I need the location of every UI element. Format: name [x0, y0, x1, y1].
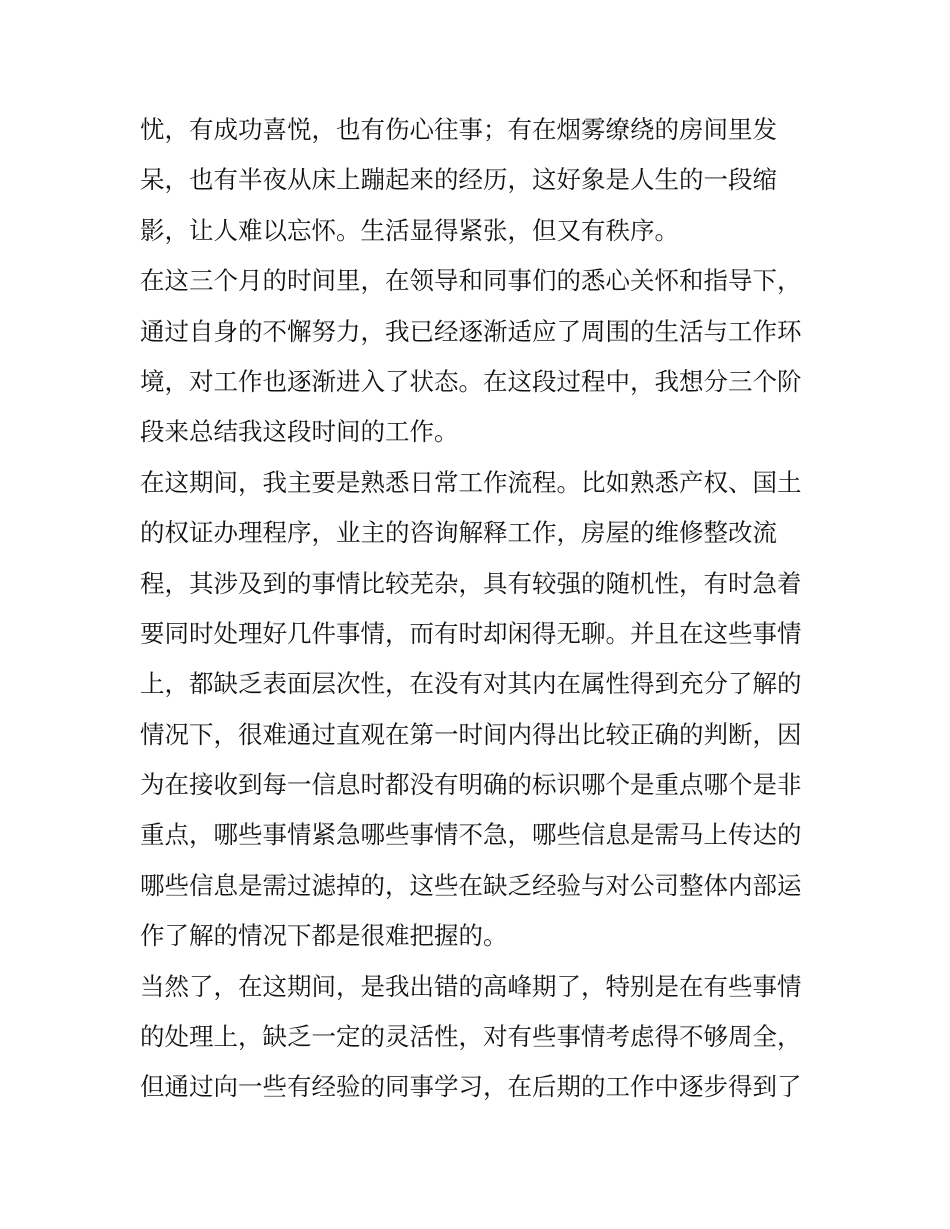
text-line: 但通过向一些有经验的同事学习，在后期的工作中逐步得到了 [140, 1072, 802, 1102]
text-line: 的处理上，缺乏一定的灵活性，对有些事情考虑得不够周全， [140, 1022, 802, 1052]
text-line: 在这三个月的时间里，在领导和同事们的悉心关怀和指导下， [140, 266, 802, 296]
text-line: 上，都缺乏表面层次性，在没有对其内在属性得到充分了解的 [140, 669, 802, 699]
text-line: 影，让人难以忘怀。生活显得紧张，但又有秩序。 [140, 215, 679, 245]
text-line: 为在接收到每一信息时都没有明确的标识哪个是重点哪个是非 [140, 770, 802, 800]
text-line: 哪些信息是需过滤掉的，这些在缺乏经验与对公司整体内部运 [140, 870, 802, 900]
text-line: 的权证办理程序，业主的咨询解释工作，房屋的维修整改流 [140, 518, 777, 548]
text-line: 在这期间，我主要是熟悉日常工作流程。比如熟悉产权、国土 [140, 467, 802, 497]
text-line: 作了解的情况下都是很难把握的。 [140, 921, 508, 951]
text-line: 要同时处理好几件事情，而有时却闲得无聊。并且在这些事情 [140, 618, 802, 648]
text-line: 程，其涉及到的事情比较芜杂，具有较强的随机性，有时急着 [140, 568, 802, 598]
text-line: 情况下，很难通过直观在第一时间内得出比较正确的判断，因 [140, 719, 802, 749]
body-text [140, 105, 812, 1113]
text-line: 呆，也有半夜从床上蹦起来的经历，这好象是人生的一段缩 [140, 165, 777, 195]
text-line: 重点，哪些事情紧急哪些事情不急，哪些信息是需马上传达的 [140, 820, 802, 850]
text-line: 段来总结我这段时间的工作。 [140, 417, 459, 447]
text-line: 境，对工作也逐渐进入了状态。在这段过程中，我想分三个阶 [140, 366, 802, 396]
text-line: 忧，有成功喜悦，也有伤心往事；有在烟雾缭绕的房间里发 [140, 115, 777, 144]
text-line: 通过自身的不懈努力，我已经逐渐适应了周围的生活与工作环 [140, 316, 802, 346]
text-line: 当然了，在这期间，是我出错的高峰期了，特别是在有些事情 [140, 971, 802, 1001]
